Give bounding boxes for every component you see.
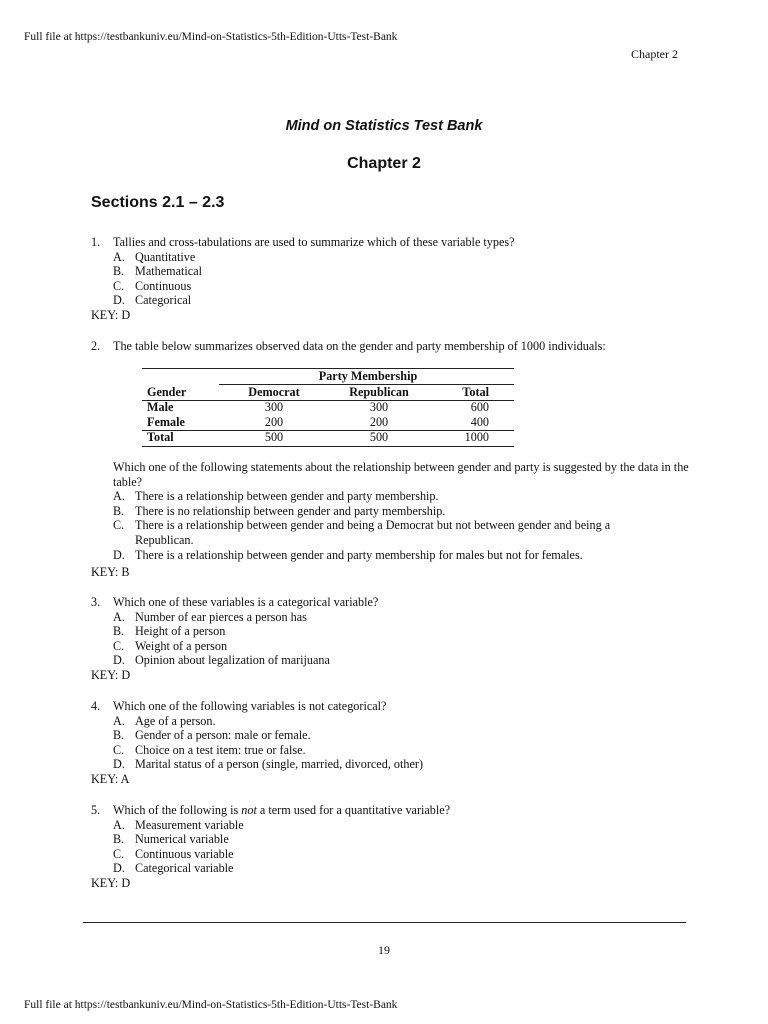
option-letter: C. (113, 742, 125, 757)
question-number: 5. (91, 803, 101, 817)
option-text: Gender of a person: male or female. (135, 728, 311, 743)
option-letter: A. (113, 713, 125, 728)
option-d (113, 861, 691, 876)
option-list (113, 489, 693, 562)
option-a (113, 818, 691, 833)
option-a (113, 250, 691, 265)
option-b (113, 832, 691, 847)
option-letter: C. (113, 846, 125, 861)
option-letter: D. (113, 293, 125, 308)
stem-part: Which of the following is (113, 803, 242, 817)
option-letter: C. (113, 278, 125, 293)
option-a (113, 489, 693, 504)
option-text: Categorical variable (135, 861, 234, 876)
option-letter: D. (113, 757, 125, 772)
option-letter: C. (113, 518, 125, 533)
option-letter: B. (113, 264, 125, 279)
option-text: There is a relationship between gender and party membership for males but not for females. (135, 547, 583, 562)
table-cell: 500 (264, 430, 284, 444)
option-text: There is a relationship between gender and being a Democrat but not between gender and being a Republican. (135, 518, 611, 547)
table-header-gender: Gender (147, 385, 187, 399)
option-letter: A. (113, 249, 125, 264)
option-letter: B. (113, 503, 125, 518)
question-3 (91, 595, 691, 683)
option-c (113, 639, 691, 654)
table-cell: 200 (369, 415, 389, 429)
table-row-label: Total (147, 430, 174, 444)
question-stem (113, 803, 691, 818)
option-d (113, 757, 691, 772)
option-text: There is a relationship between gender and party membership. (135, 489, 439, 504)
option-text: Numerical variable (135, 832, 229, 847)
option-text: Height of a person (135, 624, 226, 639)
option-letter: D. (113, 547, 125, 562)
option-text: Choice on a test item: true or false. (135, 742, 306, 757)
option-d (113, 293, 691, 308)
option-text: Quantitative (135, 249, 196, 264)
option-a (113, 610, 691, 625)
option-text: Mathematical (135, 264, 203, 279)
table-cell: 300 (264, 400, 284, 414)
question-stem: The table below summarizes observed data on the gender and party membership of 1000 individuals: (113, 339, 606, 353)
table-cell: 500 (369, 430, 389, 444)
option-letter: B. (113, 728, 125, 743)
question-2-key (91, 565, 691, 580)
table-row-label: Male (147, 400, 174, 414)
question-2 (91, 339, 691, 354)
question-stem: Which one of the following statements about the relationship between gender and party is suggested by the data in the table? (113, 460, 689, 489)
question-number: 1. (91, 235, 101, 249)
table-bottom-rule (142, 446, 514, 447)
table-cell: 400 (470, 415, 489, 429)
option-list (113, 714, 691, 772)
option-text: Measurement variable (135, 817, 244, 832)
question-1 (91, 235, 691, 323)
stem-part: a term used for a quantitative variable? (256, 803, 451, 817)
option-letter: C. (113, 638, 125, 653)
option-text: Marital status of a person (single, married, divorced, other) (135, 757, 424, 772)
header-url: Full file at https://testbankuniv.eu/Mind-on-Statistics-5th-Edition-Utts-Test-Bank (24, 31, 398, 43)
option-letter: A. (113, 609, 125, 624)
answer-key: KEY: D (91, 667, 131, 682)
option-letter: B. (113, 832, 125, 847)
option-letter: B. (113, 624, 125, 639)
stem-emphasis: not (241, 803, 257, 817)
question-number: 3. (91, 595, 101, 609)
option-text: Categorical (135, 293, 192, 308)
option-text: Weight of a person (135, 638, 228, 653)
option-c (113, 279, 691, 294)
table-header-democrat: Democrat (248, 385, 300, 399)
option-b (113, 728, 691, 743)
footer-rule (83, 922, 686, 923)
option-list (113, 250, 691, 308)
document-title: Mind on Statistics Test Bank (285, 118, 483, 134)
table-row-label: Female (147, 415, 185, 429)
option-text: There is no relationship between gender and party membership. (135, 503, 446, 518)
question-number: 4. (91, 699, 101, 713)
chapter-heading: Chapter 2 (347, 155, 421, 172)
page-number: 19 (378, 943, 390, 957)
option-list (113, 610, 691, 668)
question-5 (91, 803, 691, 891)
answer-key: KEY: A (91, 771, 130, 786)
table-header-republican: Republican (349, 385, 409, 399)
table-group-header: Party Membership (318, 369, 418, 383)
option-text: Age of a person. (135, 713, 216, 728)
table-cell: 200 (264, 415, 284, 429)
answer-key: KEY: B (91, 565, 130, 579)
sections-heading: Sections 2.1 – 2.3 (91, 194, 225, 211)
answer-key: KEY: D (91, 307, 131, 322)
question-2-continued (113, 460, 693, 562)
running-chapter-label: Chapter 2 (631, 47, 678, 61)
option-b (113, 264, 691, 279)
table-cell: 300 (369, 400, 389, 414)
option-b (113, 504, 693, 519)
option-letter: D. (113, 861, 125, 876)
option-letter: A. (113, 817, 125, 832)
question-4 (91, 699, 691, 787)
question-stem: Tallies and cross-tabulations are used to summarize which of these variable types? (113, 235, 515, 249)
answer-key: KEY: D (91, 875, 131, 890)
option-c (113, 743, 691, 758)
table-cell: 1000 (464, 430, 489, 444)
option-text: Continuous (135, 278, 192, 293)
option-a (113, 714, 691, 729)
question-stem: Which one of the following variables is not categorical? (113, 699, 387, 713)
option-d (113, 653, 691, 668)
option-text: Opinion about legalization of marijuana (135, 653, 330, 668)
table-header-total: Total (462, 385, 489, 399)
question-stem: Which one of these variables is a categorical variable? (113, 595, 379, 609)
option-b (113, 624, 691, 639)
option-c (113, 518, 693, 547)
option-letter: A. (113, 489, 125, 504)
question-number: 2. (91, 339, 101, 353)
footer-url: Full file at https://testbankuniv.eu/Mind-on-Statistics-5th-Edition-Utts-Test-Bank (24, 999, 398, 1011)
option-text: Number of ear pierces a person has (135, 609, 307, 624)
option-list (113, 818, 691, 876)
option-text: Continuous variable (135, 846, 234, 861)
option-c (113, 847, 691, 862)
option-letter: D. (113, 653, 125, 668)
option-d (113, 548, 693, 563)
table-cell: 600 (470, 400, 489, 414)
